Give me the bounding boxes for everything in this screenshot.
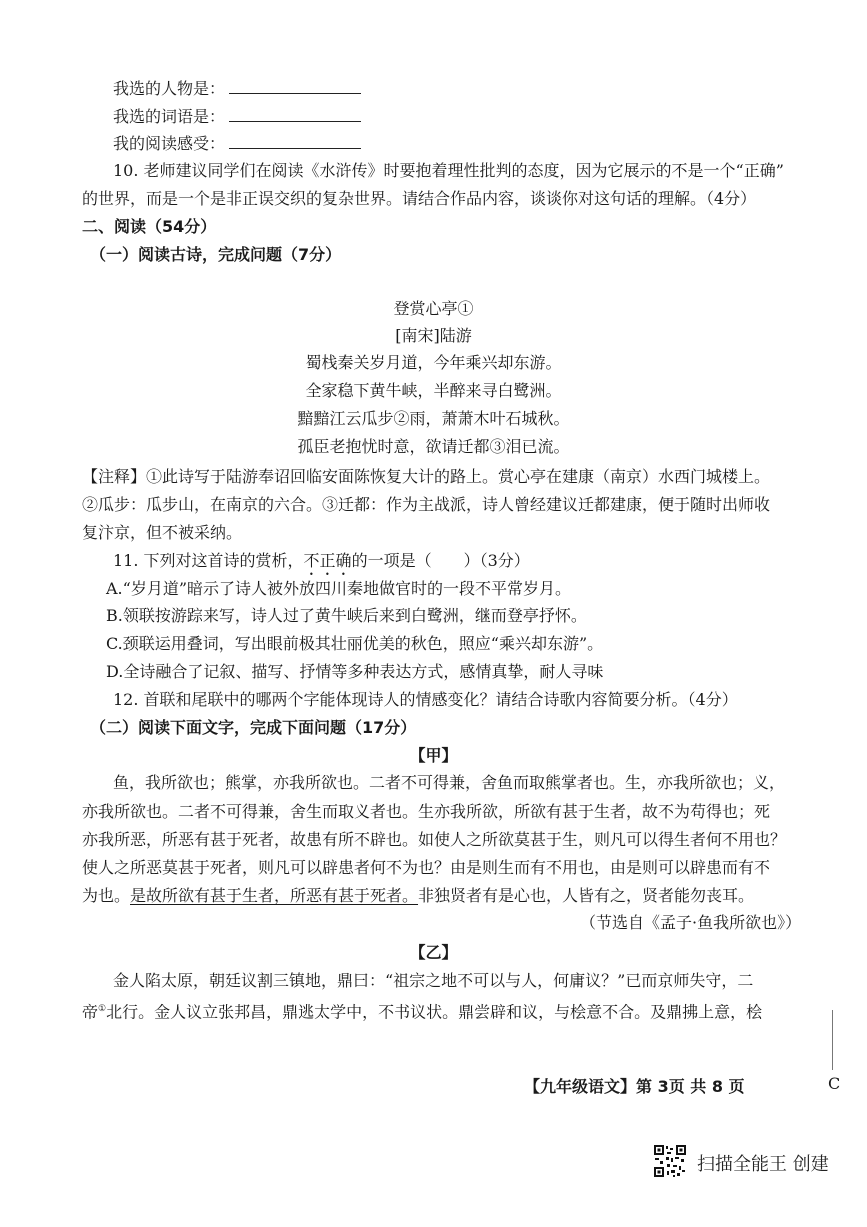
option-b: B.领联按游踪来写，诗人过了黄牛峡后来到白鹭洲，继而登亭抒怀。 (106, 606, 587, 625)
poem-line: 全家稳下黄牛峡，半醉来寻白鹭洲。 (305, 381, 562, 400)
scanner-watermark: 扫描全能王 创建 (697, 1154, 829, 1175)
poem-note: ②瓜步：瓜步山，在南京的六合。③迁都：作为主战派，诗人曾经建议迁都建康，便于随时出师收 (82, 495, 771, 514)
stem-text: 11. 下列对这首诗的赏析， (113, 551, 304, 570)
footer-mark: C (828, 1074, 841, 1093)
jia-source: （节选自《孟子·鱼我所欲也》） (580, 913, 802, 932)
fill-label: 我选的人物是： (113, 79, 226, 98)
fill-line-character (113, 78, 361, 100)
qr-code-icon (653, 1144, 687, 1178)
jia-line: 亦我所恶，所恶有甚于死者，故患有所不辟也。如使人之所欲莫甚于生，则凡可以得生者何不用也？ (82, 830, 787, 849)
answer-blank[interactable] (229, 107, 361, 122)
yi-text: 帝 (82, 1002, 99, 1022)
poem-note: 复汴京，但不被采纳。 (82, 523, 243, 542)
page-footer: 【九年级语文】第 3页 共 8 页 (524, 1077, 745, 1096)
stem-emphasis: 不正确 (303, 551, 352, 570)
answer-blank[interactable] (229, 134, 361, 149)
poem-line: 蜀栈秦关岁月道，今年乘兴却东游。 (305, 353, 562, 372)
footnote-mark: ① (98, 1004, 107, 1014)
jia-text: 非独贤者有是心也，人皆有之，贤者能勿丧耳。 (418, 886, 755, 905)
poem-title: 登赏心亭① (393, 299, 474, 318)
poem-note: 【注释】①此诗写于陆游奉诏回临安面陈恢复大计的路上。赏心亭在建康（南京）水西门城楼上。 (82, 467, 771, 486)
jia-line: 亦我所欲也。二者不可得兼，舍生而取义者也。生亦我所欲，所欲有甚于生者，故不为苟得也；死 (82, 802, 771, 821)
fill-line-feeling (113, 133, 361, 155)
poem-line: 孤臣老抱忧时意，欲请迁都③泪已流。 (297, 437, 570, 456)
jia-line-last (82, 885, 754, 907)
yi-line (82, 998, 762, 1023)
answer-blank[interactable] (229, 79, 361, 94)
jia-line: 使人之所恶莫甚于死者，则凡可以辟患者何不为也？由是则生而有不用也，由是则可以辟患而有不 (82, 858, 771, 877)
jia-line: 鱼，我所欲也；熊掌，亦我所欲也。二者不可得兼，舍鱼而取熊掌者也。生，亦我所欲也；义， (113, 773, 786, 792)
text-jia-label: 【甲】 (409, 746, 458, 765)
underlined-sentence: 是故所欲有甚于生者，所恶有甚于死者。 (130, 886, 419, 905)
poem-line: 黯黯江云瓜步②雨，萧萧木叶石城秋。 (297, 409, 570, 428)
yi-text: 北行。金人议立张邦昌，鼎逃太学中，不书议状。鼎尝辟和议，与桧意不合。及鼎拂上意，桧 (106, 1002, 763, 1022)
jia-text: 为也。 (82, 886, 131, 905)
option-c: C.颈联运用叠词，写出眼前极其壮丽优美的秋色，照应“乘兴却东游”。 (106, 634, 604, 653)
yi-line: 金人陷太原，朝廷议割三镇地，鼎曰：“祖宗之地不可以与人，何庸议？”已而京师失守，二 (113, 971, 754, 990)
poem-author: [南宋]陆游 (395, 326, 472, 345)
part-1-title: （一）阅读古诗，完成问题（7分） (90, 245, 342, 264)
section-title: 二、阅读（54分） (82, 217, 217, 236)
text-yi-label: 【乙】 (409, 943, 458, 962)
option-d: D.全诗融合了记叙、描写、抒情等多种表达方式，感情真挚，耐人寻味 (106, 662, 604, 681)
question-12: 12. 首联和尾联中的哪两个字能体现诗人的情感变化？请结合诗歌内容简要分析。（4分） (113, 690, 738, 709)
option-a: A.“岁月道”暗示了诗人被外放四川秦地做官时的一段不平常岁月。 (106, 579, 572, 598)
question-11-stem (113, 550, 530, 579)
fill-line-word (113, 106, 361, 128)
page-edge-line (832, 1010, 833, 1070)
fill-label: 我的阅读感受： (113, 134, 226, 153)
question-10-line2: 的世界，而是一个是非正误交织的复杂世界。请结合作品内容，谈谈你对这句话的理解。（4分） (82, 189, 757, 208)
fill-label: 我选的词语是： (113, 107, 226, 126)
stem-text: 的一项是（ ）（3分） (351, 551, 530, 570)
question-10-line1: 10. 老师建议同学们在阅读《水浒传》时要抱着理性批判的态度，因为它展示的不是一个“正确” (113, 161, 784, 180)
part-2-title: （二）阅读下面文字，完成下面问题（17分） (90, 718, 417, 737)
